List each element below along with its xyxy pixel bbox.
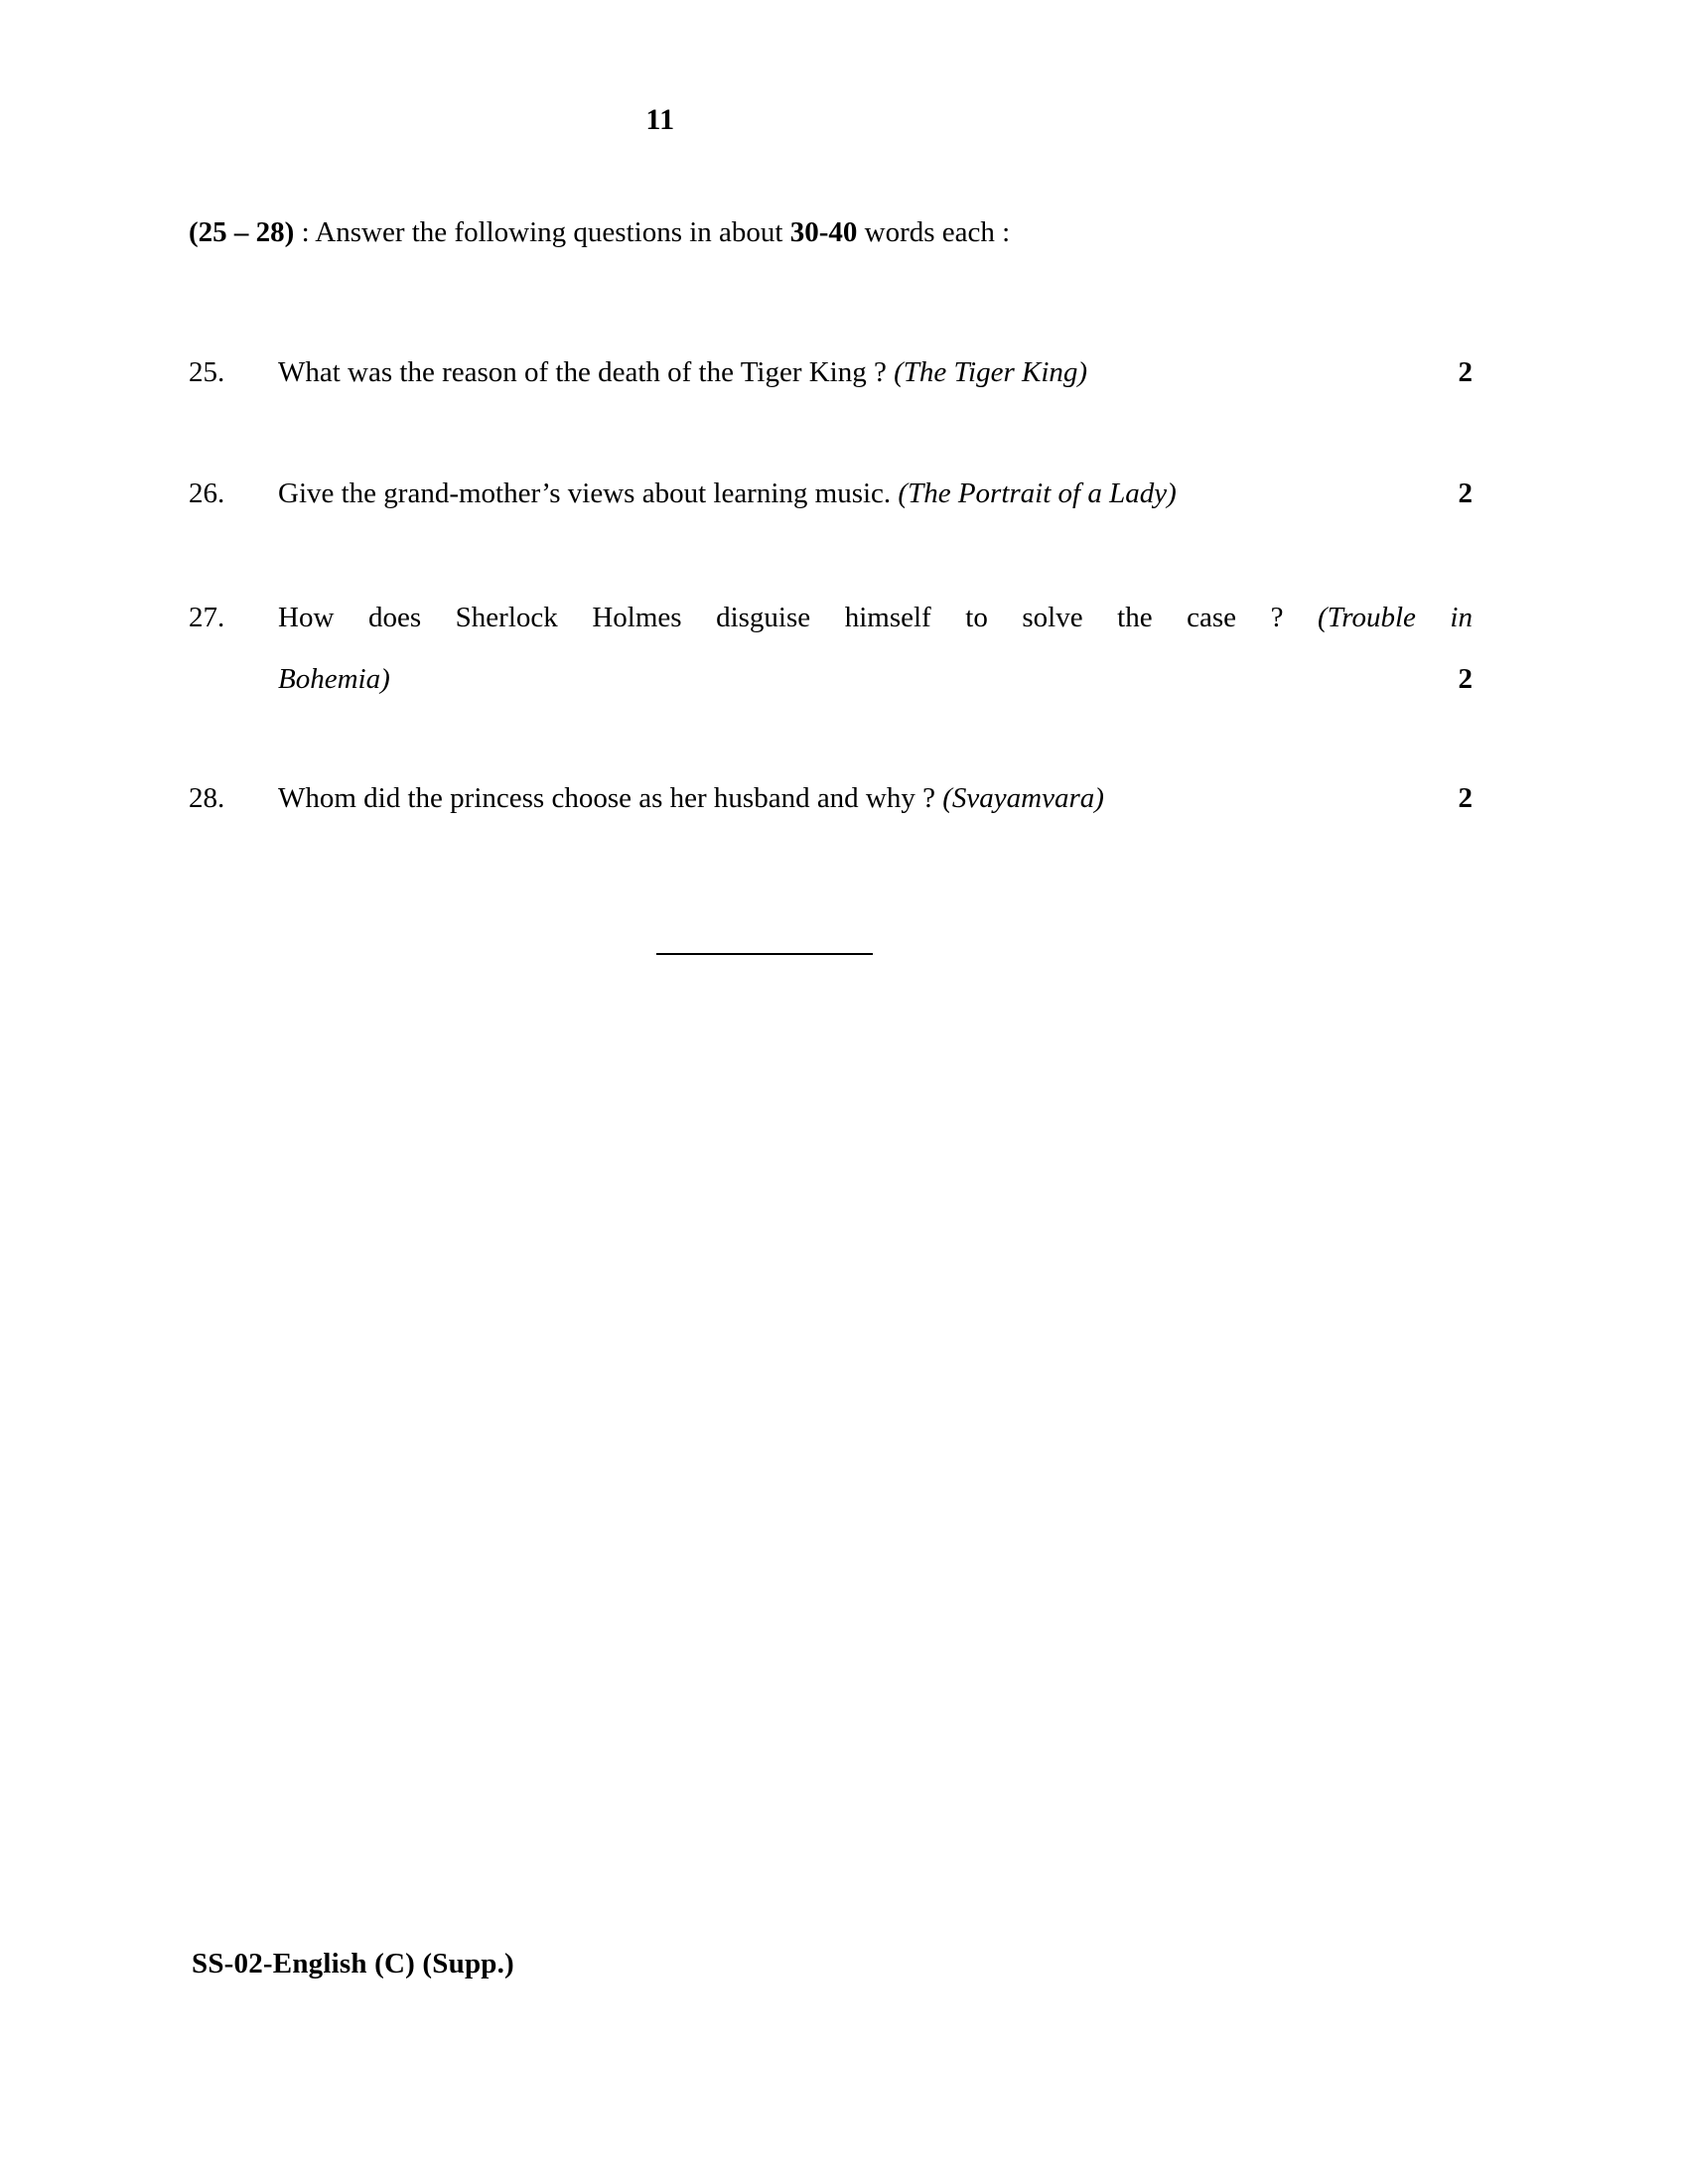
question-line-27-second: Bohemia) [278,663,390,695]
question-source-27: (Trouble in [1318,602,1473,633]
question-item-28 [189,767,1473,829]
question-item-27 [189,587,1473,710]
question-body-25 [278,341,1473,403]
instruction-word-limit: 30-40 [789,216,858,248]
question-number-28: 28. [189,782,225,814]
question-line-27-first [278,587,1473,648]
question-list [189,341,1473,829]
section-end-divider [656,953,873,955]
question-marks-25: 2 [1458,356,1473,388]
page-number: 11 [645,103,675,136]
question-number-26: 26. [189,478,225,509]
question-marks-28: 2 [1458,782,1473,814]
question-number-25: 25. [189,356,225,388]
footer-paper-code: SS-02-English (C) (Supp.) [192,1948,514,1979]
question-text-27: How does Sherlock Holmes disguise himself to solve the case ? [278,602,1319,633]
question-text-28: Whom did the princess choose as her husband and why ? [278,782,943,814]
question-text-25: What was the reason of the death of the Tiger King ? [278,356,895,388]
question-item-25 [189,341,1473,403]
question-marks-27: 2 [1458,663,1473,695]
question-body-28 [278,767,1473,829]
question-source-26: (The Portrait of a Lady) [898,478,1177,509]
instruction-line [189,214,1479,252]
question-body-27 [278,587,1473,710]
instruction-question-range: (25 – 28) [189,216,295,248]
question-source-25: (The Tiger King) [894,356,1088,388]
question-body-26 [278,463,1473,524]
question-text-26: Give the grand-mother’s views about learning music. [278,478,899,509]
question-number-27: 27. [189,602,225,633]
instruction-text-after: words each : [857,216,1011,248]
section-end-divider-wrapper [0,945,1529,963]
question-marks-26: 2 [1458,478,1473,509]
instruction-text-before: : Answer the following questions in about [294,216,790,248]
question-source-28: (Svayamvara) [942,782,1104,814]
question-item-26 [189,463,1473,524]
